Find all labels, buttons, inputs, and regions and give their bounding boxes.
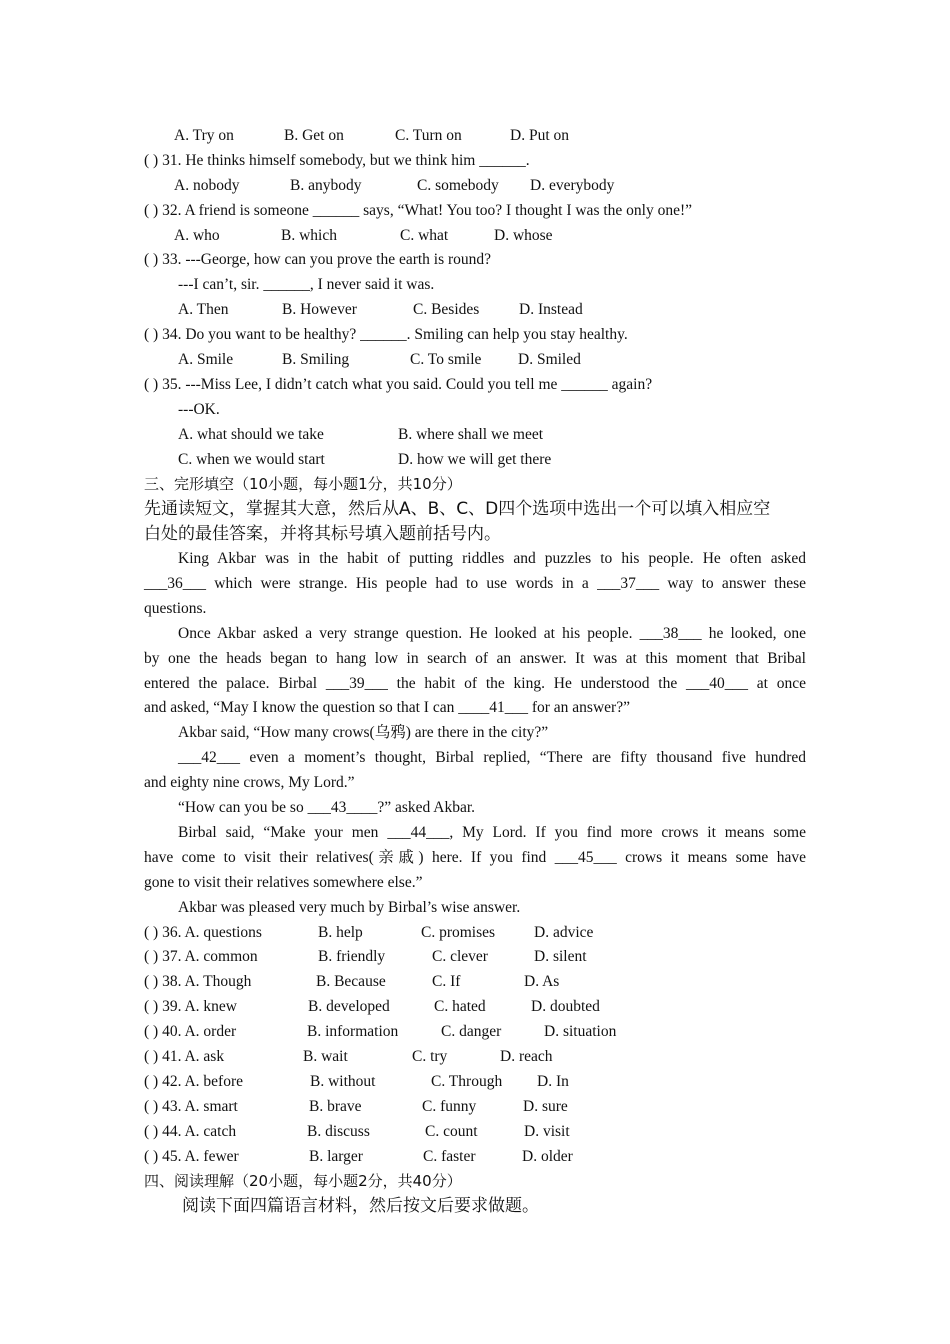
option-b: B. information — [307, 1023, 399, 1041]
option-d: D. sure — [523, 1097, 568, 1115]
cloze-stem: ( ) 40. A. order — [144, 1023, 237, 1041]
question-options — [144, 423, 806, 448]
passage-line: have come to visit their relatives(亲戚) here. If you find ___45___ crows it means some have — [144, 848, 806, 866]
option-d: D. whose — [494, 226, 553, 244]
option-a: A. nobody — [174, 176, 240, 194]
option-a: A. Smile — [178, 351, 234, 369]
section-instruction: 白处的最佳答案，并将其标号填入题前括号内。 — [144, 524, 501, 545]
option-c: C. To smile — [410, 351, 482, 369]
option-a: A. Then — [178, 301, 229, 319]
cloze-item — [144, 1145, 806, 1170]
question-options — [144, 174, 806, 199]
option-c: C. If — [432, 973, 461, 991]
cloze-item — [144, 970, 806, 995]
option-c: C. danger — [441, 1023, 502, 1041]
option-b: B. Smiling — [282, 351, 350, 369]
option-c: C. when we would start — [178, 450, 325, 468]
option-b: B. developed — [308, 998, 390, 1016]
question-options — [144, 448, 806, 473]
passage-line: Akbar was pleased very much by Birbal’s wise answer. — [178, 898, 521, 916]
passage-line: Akbar said, “How many crows(乌鸦) are there in the city?” — [178, 724, 549, 742]
cloze-item — [144, 1095, 806, 1120]
section-instruction: 先通读短文，掌握其大意，然后从A、B、C、D四个选项中选出一个可以填入相应空 — [144, 499, 771, 520]
cloze-item — [144, 1020, 806, 1045]
cloze-stem: ( ) 36. A. questions — [144, 923, 262, 941]
question-stem-continued: ---OK. — [178, 400, 220, 418]
question-stem: ( ) 31. He thinks himself somebody, but we think him ______. — [144, 151, 530, 169]
passage-line: questions. — [144, 599, 207, 617]
exam-page — [144, 124, 806, 1219]
option-d: D. Put on — [510, 127, 569, 144]
passage-line: by one the heads began to hang low in search of an answer. It was at this moment that Bribal — [144, 649, 806, 667]
question-stem: ( ) 32. A friend is someone ______ says, “What! You too? I thought I was the only one!” — [144, 201, 693, 219]
option-d: D. silent — [534, 948, 587, 966]
option-a: A. Try on — [174, 127, 234, 144]
cloze-item — [144, 1070, 806, 1095]
option-c: C. promises — [421, 923, 496, 941]
option-c: C. faster — [423, 1147, 476, 1165]
option-c: C. hated — [434, 998, 486, 1016]
cloze-item — [144, 921, 806, 946]
passage-line: ___42___ even a moment’s thought, Birbal replied, “There are fifty thousand five hundred — [178, 749, 806, 767]
section-instruction: 阅读下面四篇语言材料，然后按文后要求做题。 — [182, 1196, 539, 1217]
option-d: D. visit — [524, 1122, 570, 1140]
section-heading: 四、阅读理解（20小题，每小题2分，共40分） — [144, 1172, 462, 1191]
option-b: B. brave — [309, 1097, 362, 1115]
option-d: D. advice — [534, 923, 594, 941]
question-stem: ( ) 35. ---Miss Lee, I didn’t catch what you said. Could you tell me ______ again? — [144, 375, 653, 393]
passage-line: Birbal said, “Make your men ___44___, My Lord. If you find more crows it means some — [178, 823, 806, 841]
option-c: C. count — [425, 1122, 478, 1140]
cloze-stem: ( ) 38. A. Though — [144, 973, 252, 991]
option-d: D. Instead — [519, 301, 583, 319]
option-b: B. However — [282, 301, 357, 319]
question-stem: ( ) 33. ---George, how can you prove the earth is round? — [144, 251, 492, 269]
question-stem: ( ) 34. Do you want to be healthy? ______. Smiling can help you stay healthy. — [144, 326, 628, 344]
option-b: B. larger — [309, 1147, 363, 1165]
option-c: C. funny — [422, 1097, 477, 1115]
option-d: D. older — [522, 1147, 573, 1165]
option-c: C. Through — [431, 1072, 503, 1090]
option-b: B. Get on — [284, 127, 344, 144]
cloze-item — [144, 945, 806, 970]
option-c: C. Besides — [413, 301, 480, 319]
option-c: C. Turn on — [395, 127, 462, 144]
passage-line: gone to visit their relatives somewhere else.” — [144, 873, 423, 891]
option-d: D. how we will get there — [398, 450, 552, 468]
passage-line: ___36___ which were strange. His people had to use words in a ___37___ way to answer these — [144, 575, 806, 593]
passage-line: Once Akbar asked a very strange question. He looked at his people. ___38___ he looked, one — [178, 624, 806, 642]
option-c: C. somebody — [417, 176, 499, 194]
option-d: D. doubted — [531, 998, 600, 1016]
option-b: B. help — [318, 923, 363, 941]
option-d: D. reach — [500, 1047, 553, 1065]
option-c: C. clever — [432, 948, 488, 966]
option-b: B. anybody — [290, 176, 362, 194]
passage-line: and eighty nine crows, My Lord.” — [144, 774, 355, 792]
option-d: D. everybody — [530, 176, 615, 194]
passage-line: and asked, “May I know the question so that I can ____41___ for an answer?” — [144, 699, 630, 717]
cloze-stem: ( ) 45. A. fewer — [144, 1147, 239, 1165]
option-b: B. Because — [316, 973, 386, 991]
option-a: A. who — [174, 226, 220, 244]
question-options — [144, 348, 806, 373]
option-d: D. As — [524, 973, 560, 991]
cloze-item — [144, 1120, 806, 1145]
q30-options — [144, 124, 806, 149]
passage-line: entered the palace. Birbal ___39___ the habit of the king. He understood the ___40___ at once — [144, 674, 806, 692]
passage-line: King Akbar was in the habit of putting riddles and puzzles to his people. He often asked — [178, 550, 806, 568]
cloze-stem: ( ) 44. A. catch — [144, 1122, 237, 1140]
option-b: B. which — [281, 226, 337, 244]
section-heading: 三、完形填空（10小题，每小题1分，共10分） — [144, 475, 462, 494]
cloze-stem: ( ) 42. A. before — [144, 1072, 243, 1090]
option-b: B. wait — [303, 1047, 348, 1065]
cloze-stem: ( ) 39. A. knew — [144, 998, 237, 1016]
option-d: D. Smiled — [518, 351, 581, 369]
question-stem-continued: ---I can’t, sir. ______, I never said it was. — [178, 276, 435, 294]
option-a: A. what should we take — [178, 425, 324, 443]
option-b: B. without — [310, 1072, 376, 1090]
option-d: D. situation — [544, 1023, 617, 1041]
question-options — [144, 298, 806, 323]
option-b: B. friendly — [318, 948, 386, 966]
cloze-stem: ( ) 43. A. smart — [144, 1097, 238, 1115]
cloze-item — [144, 995, 806, 1020]
passage-line: “How can you be so ___43____?” asked Akbar. — [178, 799, 476, 817]
option-b: B. discuss — [307, 1122, 370, 1140]
cloze-stem: ( ) 37. A. common — [144, 948, 258, 966]
cloze-stem: ( ) 41. A. ask — [144, 1047, 225, 1065]
cloze-item — [144, 1045, 806, 1070]
option-c: C. what — [400, 226, 449, 244]
question-options — [144, 224, 806, 249]
option-b: B. where shall we meet — [398, 425, 544, 443]
option-c: C. try — [412, 1047, 448, 1065]
option-d: D. In — [537, 1072, 569, 1090]
